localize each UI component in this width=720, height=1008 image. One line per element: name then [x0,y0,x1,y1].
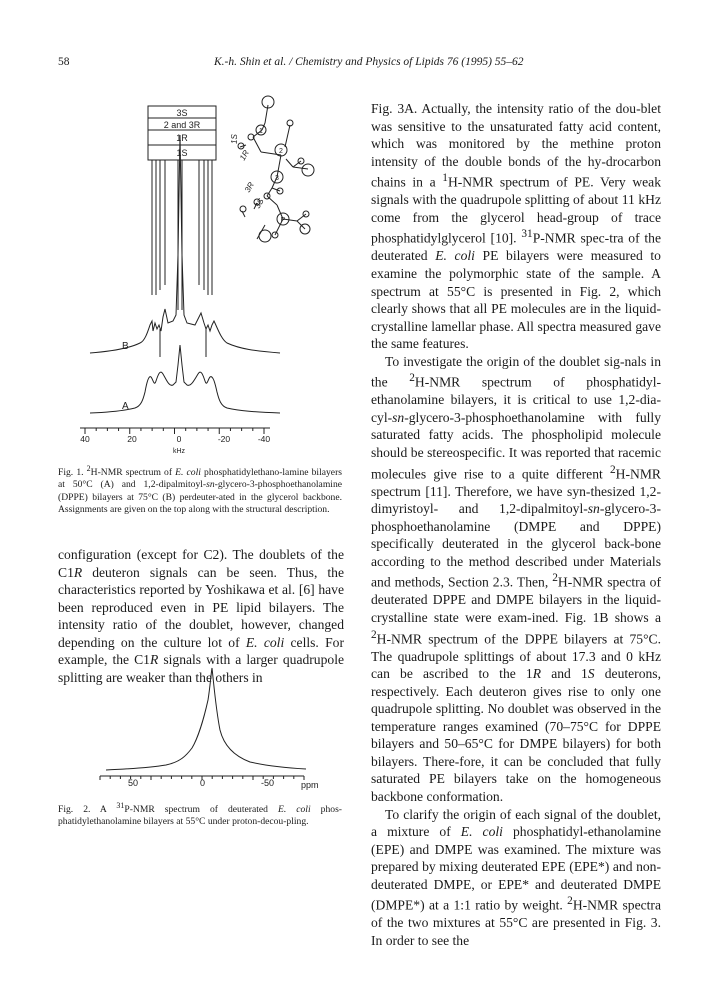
x-tick-label: -20 [217,434,231,444]
structure-label-1s: 1S [230,134,239,144]
figure-2-caption: Fig. 2. A $^{31}$P-NMR spectrum of deuterated E. coli phos-phatidylethanolamine bilayers at 55°C under proton-decou-pling. [58,801,343,828]
assignment-label-1r: 1R [176,133,188,143]
paragraph: To clarify the origin of each signal of the doublet, a mixture of E. coli phosphatidyl-ethanolamine (EPE) and DMPE was examined. The mixture was prepared by mixing deuterated EPE (EPE*) and non-deuterated DMPE, or EPE* and deuterated DMPE (DMPE*) at a 1:1 ratio by weight. $^2$H-NMR spectra of the two mixtures at 55°C are presented in Fig. 3. In order to see the [371,806,661,948]
x-tick-label: 0 [200,778,206,788]
x-tick-label: -50 [261,778,275,788]
running-title: K.-h. Shin et al. / Chemistry and Physics of Lipids 76 (1995) 55–62 [214,56,524,68]
spectrum-trace-31p [106,668,306,770]
spectrum-trace-a [90,345,280,413]
structure-label-3s: 3S [252,197,266,210]
x-tick-label: 40 [80,434,90,444]
figure-1-caption: Fig. 1. $^2$H-NMR spectrum of E. coli phosphatidylethano-lamine bilayers at 50°C (A) and 1,2-dipalmitoyl-sn-glycero-3-phosphoethanolamine (DPPE) bilayers at 75°C (B) perdeuter-ated in the glycerol backbone. Assignments are given on the top along with the structural description. [58,464,342,516]
figure-1 [55,95,355,465]
atom-label-3: 3 [275,175,279,182]
trace-label-a: A [122,401,129,412]
right-column-text [371,100,661,949]
structure-diagram [238,96,314,242]
assignment-label-3s: 3S [176,108,188,118]
figure-2 [58,660,348,780]
x-tick-label: -40 [257,434,271,444]
x-axis-unit: kHz [172,448,186,455]
structure-label-3r: 3R [242,180,256,194]
paragraph: configuration (except for C2). The doublets of the C1R deuteron signals can be seen. Thus, the characteristics reported by Yoshikawa et al. [6] have been reproduced even in PE lipid bilayers. The intensity ratio of the doublet, however, changed depending on the culture lot of E. coli cells. For example, the C1R signals with a larger quadrupole splitting are weaker than the others in [58,547,344,685]
trace-label-b: B [122,341,129,352]
x-tick-label: 0 [176,434,182,444]
atom-label-1: 1 [259,128,263,135]
page-number: 58 [58,56,70,68]
atom-label-p: P [280,217,286,224]
structure-label-1r: 1R [237,148,251,162]
assignment-label-1s: 1S [176,148,188,158]
figure-2-axis-labels [58,778,348,792]
x-tick-label: 20 [127,434,137,444]
paragraph: Fig. 3A. Actually, the intensity ratio of the dou-blet was sensitive to the unsaturated fatty acid content, which was monitored by the methine proton intensity of the double bonds of the hy-drocarbon chains in a $^1$H-NMR spectrum of PE. Very weak signals with the quadrupole splitting of about 11 kHz come from the glycerol head-group of trace phosphatidylglycerol [10]. $^{31}$P-NMR spec-tra of the deuterated E. coli PE bilayers were measured to examine the polymorphic state of the sample. A spectrum at 55°C is presented in Fig. 2, which clearly shows that all PE molecules are in the liquid-crystalline lamellar phase. All spectra measured gave the same features. [371,101,662,352]
spectrum-trace-b [90,135,280,353]
atom-label-2: 2 [279,148,283,155]
x-tick-label: 50 [128,778,139,788]
x-axis-unit: ppm [301,780,319,790]
assignment-label-2-3r: 2 and 3R [163,120,201,130]
paragraph: To investigate the origin of the doublet sig-nals in the $^2$H-NMR spectrum of phosphatidyl-ethanolamine bilayers, it is critical to use 1,2-dia-cyl-sn-glycero-3-phosphoethanolamine with fully saturated fatty acids. The phospholipid molecule should be stereospecific. It was reported that racemic molecules give rise to a quite different $^2$H-NMR spectrum [11]. Therefore, we have syn-thesized 1,2-dimyristoyl- and 1,2-dipalmitoyl-sn-glycero-3-phosphoethanolamine (DMPE and DPPE) specifically deuterated in the glycerol back-bone according to the method described under Materials and methods, Section 2.3. Then, $^2$H-NMR spectra of deuterated DPPE and DMPE bilayers in the liquid-crystalline state were exam-ined. Fig. 1B shows a $^2$H-NMR spectrum of the DPPE bilayers at 75°C. The quadrupole splittings of about 17.3 and 0 kHz can be ascribed to the 1R and 1S deuterons, respectively. Each deuteron gives rise to only one quadrupole splitting. No doublet was observed in the temperature ranges examined (70–75°C for DPPE bilayers and 50–65°C for DMPE bilayers) for both bilayers. There-fore, it can be concluded that fully saturated PE bilayers take on the homogeneous backbone conformation. [371,353,661,804]
